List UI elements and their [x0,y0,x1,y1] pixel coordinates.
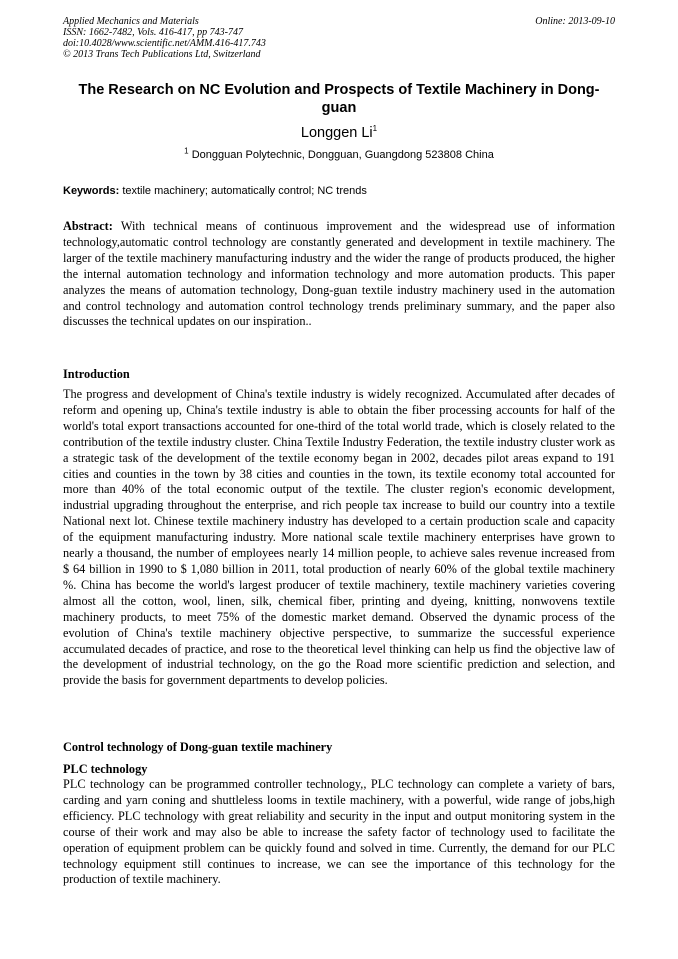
affiliation-mark: 1 [184,146,189,156]
journal-header [63,16,615,60]
plc-technology-text: PLC technology can be programmed controller technology,, PLC technology can complete a variety of bars, carding and yarn coning and shuttleless looms in textile machinery, with a powerful, wide range of jobs,high efficiency. PLC technology with great reliability and security in the input and output monitoring system in the course of their work and may also be able to increase the safety factor of technology used to facilitate the operation of equipment problem can be quickly found and solved in time. Currently, the demand for our PLC technology equipment still continues to increase, we can see the importance of this technology for the production of textile machinery. [63,777,615,887]
keywords-label: Keywords: [63,185,120,197]
paper-title: The Research on NC Evolution and Prospects of Textile Machinery in Dong-guan [78,82,600,116]
author-line [63,124,615,142]
introduction-text: The progress and development of China's textile industry is widely recognized. Accumulated after decades of reform and opening up, China's textile industry is able to obtain the fiber processing accounts for half of the world's total export transactions accounted for one-third of the total world trade, which is closely related to the contribution of the textile industry cluster. China Textile Industry Federation, the textile industry cluster work as a strategic task of the development of the textile economy began in 2002, decades pilot areas expand to 191 cities and counties in the town by 38 cities and counties in the town, its textile economy total accounted for more than 40% of the total economic output of the textile. The cluster region's economic development, industrial upgrading throughout the enterprise, and rich people tax increase to build our country into a textile National next lot. Chinese textile machinery industry has developed to a certain production scale and capacity of the equipment manufacturing industry. More national scale textile machinery enterprises have grown to nearly a thousand, the number of employees nearly 14 million people, to achieve sales revenue increased from $ 64 billion in 1990 to $ 1,080 billion in 2011, total production of nearly 60% of the global textile machinery %. China has become the world's largest producer of textile machinery, textile machinery varieties covering almost all the cotton, wool, linen, silk, chemical fiber, printing and dyeing, knitting, nonwovens textile machinery products, to meet 75% of the domestic market demand. Observed the dynamic process of the evolution of China's textile machinery objective perspective, to summarize the successful experience accumulated decades of practice, and rose to the theoretical level thinking can help us find the objective law of the development of industrial technology, on the go the Road more scientific prediction and selection, and provide the basis for government departments to develop policies. [63,387,615,688]
abstract-text: With technical means of continuous improvement and the widespread use of information technology,automatic control technology are constantly generated and development in textile machinery. The larger of the textile machinery manufacturing industry and the wider the range of products produced, the higher the internal automation technology and information technology and more automation products. This paper analyzes the means of automation technology, Dong-guan textile industry machinery used in the automation and control technology and automation control technology trends preliminary summary, and the paper also discusses the technical updates on our inspiration.. [63,219,615,329]
affiliation-text: Dongguan Polytechnic, Dongguan, Guangdong 523808 China [191,149,494,161]
journal-doi: doi:10.4028/www.scientific.net/AMM.416-417.743 [63,38,266,49]
author-name: Longgen Li [300,125,373,141]
control-technology-heading: Control technology of Dong-guan textile machinery [63,740,333,754]
plc-technology-heading: PLC technology [63,762,148,776]
affiliation-line [63,148,615,162]
introduction-heading: Introduction [63,367,130,381]
author-affiliation-mark: 1 [372,124,378,134]
keywords-text: textile machinery; automatically control; NC trends [122,185,367,197]
keywords [63,184,615,198]
journal-name: Applied Mechanics and Materials [63,16,199,27]
online-date: Online: 2013-09-10 [535,16,615,27]
abstract-label: Abstract: [63,219,113,233]
journal-copyright: © 2013 Trans Tech Publications Ltd, Switzerland [63,49,261,60]
journal-issn: ISSN: 1662-7482, Vols. 416-417, pp 743-747 [63,27,243,38]
abstract [63,219,615,330]
